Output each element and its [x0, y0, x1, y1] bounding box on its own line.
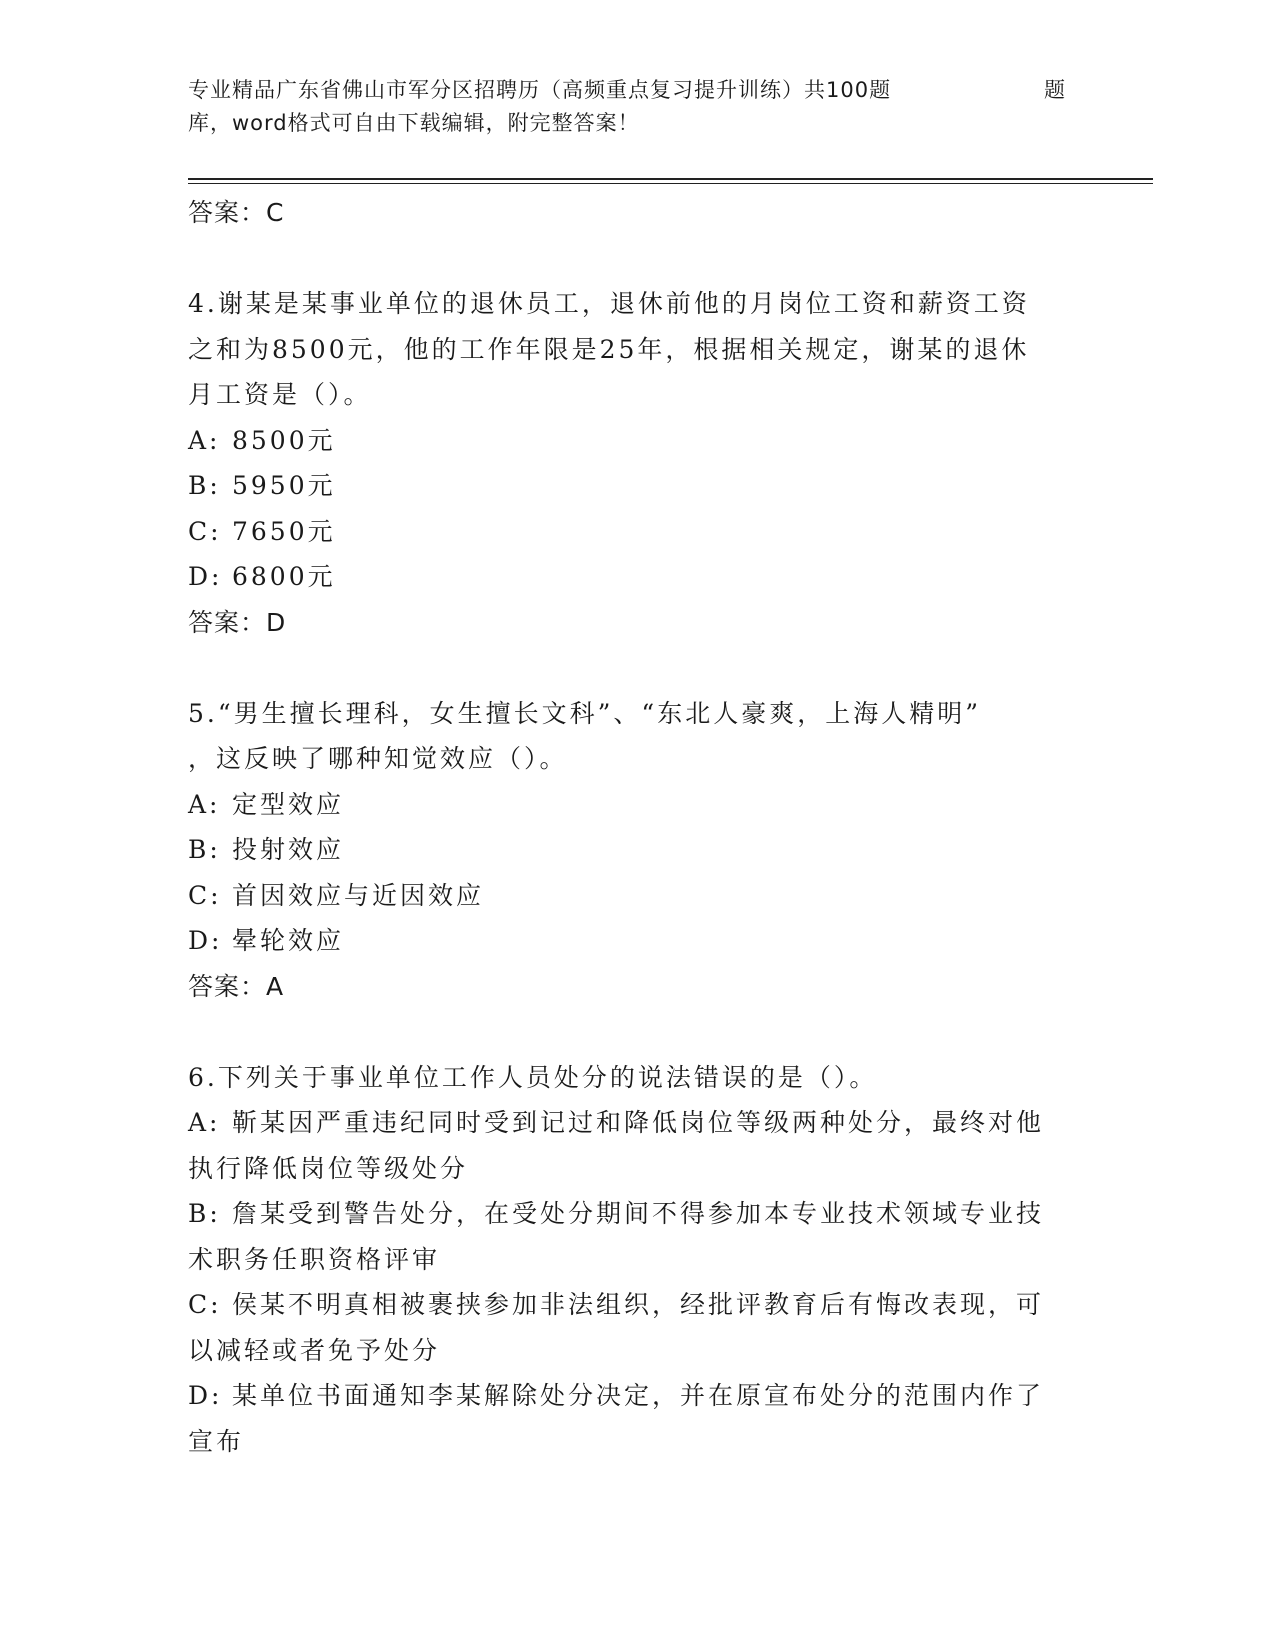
option-a: [188, 782, 1088, 828]
option-d-continuation: 宣布: [188, 1426, 245, 1456]
option-d: [188, 554, 1088, 600]
option-a: [188, 1100, 1088, 1146]
option-text: 定型效应: [232, 789, 345, 819]
question-5: [188, 691, 1088, 1009]
option-text: 投射效应: [232, 835, 345, 864]
option-c: [188, 873, 1088, 919]
option-text: 7650元: [232, 516, 336, 546]
option-label: A:: [188, 789, 221, 819]
option-d: [188, 918, 1088, 964]
header-line-2: 库，word格式可自由下载编辑，附完整答案！: [188, 111, 640, 135]
option-a: [188, 418, 1088, 464]
spacer: [188, 645, 1088, 691]
option-text: 侯某不明真相被裹挟参加非法组织，经批评教育后有悔改表现，可: [232, 1290, 1045, 1319]
option-label: B:: [188, 835, 221, 864]
answer: 答案：D: [188, 607, 287, 637]
document-body: [188, 190, 1088, 1464]
question-text-line: 之和为8500元，他的工作年限是25年，根据相关规定，谢某的退休: [188, 334, 1030, 364]
option-label: C:: [188, 516, 222, 546]
header-divider-thick: [188, 178, 1153, 180]
header-divider-thin: [188, 183, 1153, 184]
option-text: 8500元: [232, 425, 336, 455]
spacer: [188, 235, 1088, 281]
option-text: 首因效应与近因效应: [232, 880, 485, 910]
document-header: [188, 74, 1078, 140]
spacer: [188, 1009, 1088, 1055]
option-label: C:: [188, 1290, 222, 1319]
option-text: 靳某因严重违纪同时受到记过和降低岗位等级两种处分，最终对他: [232, 1108, 1045, 1137]
question-6: [188, 1055, 1088, 1465]
previous-answer: 答案：C: [188, 198, 285, 227]
question-text-line: 月工资是（）。: [188, 380, 372, 409]
option-d: [188, 1373, 1088, 1419]
question-4: [188, 281, 1088, 645]
header-line-1: [188, 74, 1078, 107]
option-b: [188, 463, 1088, 509]
option-label: A:: [188, 425, 221, 455]
option-text: 6800元: [232, 562, 336, 591]
header-title-tail: 题: [1044, 78, 1066, 102]
option-b-continuation: 术职务任职资格评审: [188, 1244, 441, 1274]
option-c: [188, 1282, 1088, 1328]
option-c-continuation: 以减轻或者免予处分: [188, 1335, 441, 1365]
option-text: 晕轮效应: [232, 926, 345, 955]
answer: 答案：A: [188, 971, 285, 1001]
option-c: [188, 509, 1088, 555]
question-text-line: 5.“男生擅长理科，女生擅长文科”、“东北人豪爽，上海人精明”: [188, 698, 981, 728]
option-text: 5950元: [232, 471, 336, 500]
option-label: C:: [188, 880, 222, 910]
question-text-line: 6.下列关于事业单位工作人员处分的说法错误的是（）。: [188, 1062, 878, 1092]
option-label: B:: [188, 1199, 221, 1228]
option-label: B:: [188, 471, 221, 500]
option-a-continuation: 执行降低岗位等级处分: [188, 1153, 469, 1183]
option-label: D:: [188, 1381, 223, 1410]
option-text: 某单位书面通知李某解除处分决定，并在原宣布处分的范围内作了: [232, 1381, 1045, 1410]
header-title-text: 专业精品广东省佛山市军分区招聘历（高频重点复习提升训练）共100题: [188, 78, 892, 102]
option-text: 詹某受到警告处分，在受处分期间不得参加本专业技术领域专业技: [232, 1199, 1045, 1228]
option-b: [188, 827, 1088, 873]
option-label: A:: [188, 1108, 221, 1137]
option-label: D:: [188, 926, 223, 955]
question-text-line: 4.谢某是某事业单位的退休员工，退休前他的月岗位工资和薪资工资: [188, 289, 1030, 318]
option-label: D:: [188, 562, 223, 591]
option-b: [188, 1191, 1088, 1237]
question-text-line: ，这反映了哪种知觉效应（）。: [188, 744, 568, 773]
